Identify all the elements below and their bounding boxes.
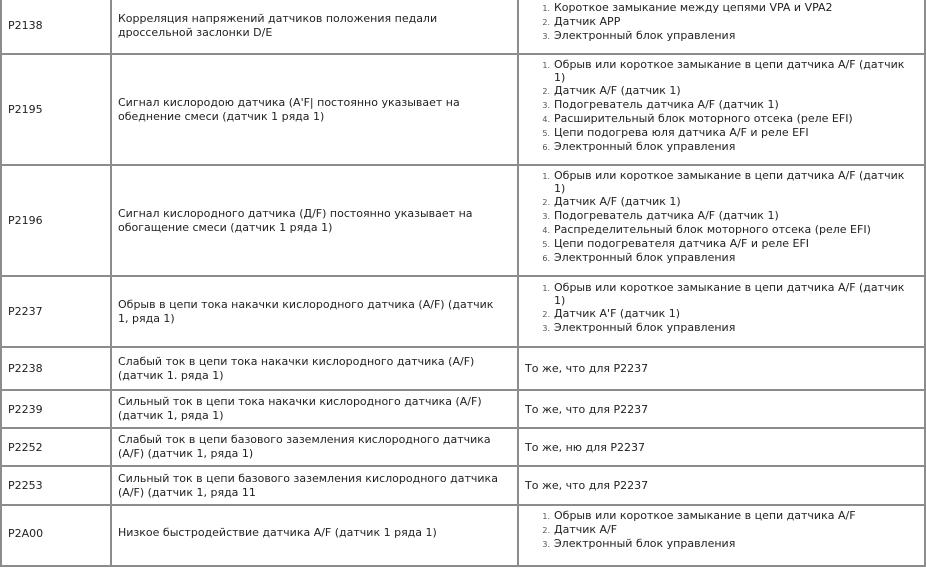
- description-line: Корреляция напряжений датчиков положения педали: [118, 11, 438, 25]
- cause-number: 1.: [542, 60, 550, 70]
- cause-item: [525, 251, 904, 265]
- cause-number: 5.: [542, 239, 550, 249]
- causes-list: [525, 1, 833, 43]
- cause-item: [525, 307, 904, 321]
- cause-text-line: Электронный блок управления: [554, 250, 736, 264]
- cause-text: [554, 509, 856, 522]
- cause-text: [554, 15, 620, 28]
- cause-number: 1.: [542, 3, 550, 13]
- description-line: дроссельной заслонки D/E: [118, 25, 273, 39]
- cause-text: [554, 112, 853, 125]
- cause-text-line: Электронный блок управления: [554, 28, 736, 42]
- cause-number: 3.: [542, 323, 550, 333]
- description-line: (A/F) (датчик 1, ряда 11: [118, 485, 256, 499]
- description-cell: [112, 55, 519, 164]
- table-row: [2, 506, 924, 567]
- description-cell: [112, 0, 519, 53]
- cause-text-line: Электронный блок управления: [554, 139, 736, 153]
- cause-text-line: Датчик A/F: [554, 523, 618, 536]
- cause-item: [525, 84, 904, 98]
- causes-cell: [519, 348, 924, 389]
- cause-item: [525, 509, 856, 523]
- cause-number: 4.: [542, 225, 550, 235]
- causes-cell: [519, 429, 924, 465]
- cause-text: [554, 58, 904, 84]
- cause-number: 2.: [542, 197, 550, 207]
- cause-text-line: Датчик A/F (датчик 1): [554, 83, 681, 97]
- dtc-code: P2239: [8, 402, 43, 416]
- dtc-code: P2196: [8, 214, 43, 227]
- cause-number: 3.: [542, 211, 550, 221]
- cause-number: 3.: [542, 31, 550, 41]
- cause-text-line: 1): [554, 70, 566, 84]
- description-line: обеднение смеси (датчик 1 ряда 1): [118, 109, 325, 123]
- description-line: 1, ряда 1): [118, 311, 175, 325]
- cause-item: [525, 112, 904, 126]
- cause-item: [525, 140, 904, 154]
- code-cell: [2, 166, 112, 275]
- cause-number: 4.: [542, 114, 550, 124]
- cause-text-line: Цепи подогрева юля датчика A/F и реле EFI: [554, 125, 809, 139]
- causes-list: [525, 169, 904, 265]
- dtc-code: P2138: [8, 19, 43, 32]
- cause-item: [525, 15, 833, 29]
- causes-cell: [519, 0, 924, 53]
- cause-text-line: Электронный блок управления: [554, 320, 736, 334]
- dtc-code: P2253: [8, 479, 43, 492]
- code-cell: [2, 391, 112, 427]
- cause-text-line: 1): [554, 293, 566, 307]
- code-cell: [2, 506, 112, 565]
- cause-number: 2.: [542, 526, 550, 535]
- dtc-code: P2195: [8, 103, 43, 116]
- code-cell: [2, 55, 112, 164]
- cause-text: [554, 98, 779, 111]
- cause-text-line: Обрыв или короткое замыкание в цепи датчика A/F (датчик: [554, 280, 905, 294]
- cause-text-line: Подогреватель датчика A/F (датчик 1): [554, 97, 779, 111]
- code-cell: [2, 348, 112, 389]
- table-row: [2, 277, 924, 348]
- cause-item: [525, 281, 904, 307]
- description-line: Сильный ток в цепи тока накачки кислородного датчика (A/F): [118, 395, 482, 408]
- description-cell: [112, 467, 519, 504]
- table-row: [2, 55, 924, 166]
- cause-text-line: Обрыв или короткое замыкание в цепи датчика A/F (датчик: [554, 57, 905, 71]
- table-row: [2, 429, 924, 467]
- code-cell: [2, 0, 112, 53]
- cause-text: [554, 140, 735, 153]
- causes-list: [525, 509, 856, 551]
- description-cell: [112, 391, 519, 427]
- dtc-code: P2A00: [8, 526, 44, 540]
- table-row: [2, 0, 924, 55]
- cause-item: [525, 98, 904, 112]
- causes-text: То же, что для P2237: [525, 362, 649, 375]
- description-line: Обрыв в цепи тока накачки кислородного датчика (A/F) (датчик: [118, 297, 494, 311]
- causes-cell: [519, 55, 924, 164]
- cause-number: 2.: [542, 86, 550, 96]
- cause-item: [525, 237, 904, 251]
- description-line: Сигнал кислородою датчика (A'F| постоянно указывает на: [118, 95, 460, 109]
- cause-text-line: Цепи подогревателя датчика A/F и реле EFI: [554, 236, 810, 250]
- cause-text-line: Расширительный блок моторного отсека (реле EFI): [554, 111, 853, 125]
- cause-text: [554, 321, 735, 334]
- cause-item: [525, 523, 856, 537]
- dtc-code: P2238: [8, 362, 43, 375]
- cause-text: [554, 251, 735, 264]
- causes-text: То же, что для P2237: [525, 479, 649, 492]
- cause-item: [525, 321, 904, 335]
- code-cell: [2, 467, 112, 504]
- cause-number: 1.: [542, 171, 550, 181]
- description-line: Низкое быстродействие датчика A/F (датчик 1 ряда 1): [118, 526, 437, 539]
- description-line: Слабый ток в цепи базового заземления кислородного датчика: [118, 433, 491, 446]
- cause-item: [525, 29, 833, 43]
- cause-text: [554, 209, 779, 222]
- cause-text: [554, 195, 681, 208]
- cause-text-line: Обрыв или короткое замыкание в цепи датчика A/F: [554, 509, 856, 522]
- cause-text: [554, 126, 809, 139]
- description-cell: [112, 166, 519, 275]
- causes-cell: [519, 277, 924, 346]
- table-row: [2, 391, 924, 429]
- description-line: (A/F) (датчик 1, ряда 1): [118, 447, 254, 460]
- causes-list: [525, 281, 904, 335]
- cause-item: [525, 58, 904, 84]
- description-line: Сильный ток в цепи базового заземления кислородного датчика: [118, 471, 498, 485]
- cause-number: 3.: [542, 100, 550, 110]
- cause-text: [554, 223, 871, 236]
- cause-item: [525, 223, 904, 237]
- cause-text-line: Обрыв или короткое замыкание в цепи датчика A/F (датчик: [554, 168, 905, 182]
- cause-text-line: Короткое замыкание между цепями VPA и VPA2: [554, 0, 833, 14]
- cause-number: 2.: [542, 309, 550, 319]
- cause-number: 6.: [542, 253, 550, 263]
- dtc-code: P2237: [8, 305, 43, 318]
- cause-number: 1.: [542, 283, 550, 293]
- cause-text: [554, 537, 735, 550]
- description-cell: [112, 506, 519, 565]
- table-row: [2, 166, 924, 277]
- cause-number: 5.: [542, 128, 550, 138]
- description: [118, 472, 498, 500]
- description-line: Сигнал кислородного датчика (Д/F) постоянно указывает на: [118, 206, 473, 220]
- cause-number: 1.: [542, 512, 550, 521]
- description: [118, 96, 460, 124]
- cause-number: 3.: [542, 540, 550, 549]
- cause-text: [554, 169, 904, 195]
- causes-cell: [519, 166, 924, 275]
- description-line: (датчик 1. ряда 1): [118, 368, 224, 382]
- description-cell: [112, 277, 519, 346]
- description: [118, 207, 473, 235]
- cause-item: [525, 126, 904, 140]
- cause-text-line: Датчик A/F (датчик 1): [554, 194, 681, 208]
- cause-text-line: Электронный блок управления: [554, 537, 736, 550]
- cause-item: [525, 195, 904, 209]
- description-line: обогащение смеси (датчик 1 ряда 1): [118, 220, 333, 234]
- cause-item: [525, 537, 856, 551]
- cause-text: [554, 84, 681, 97]
- cause-text-line: Датчик APP: [554, 14, 621, 28]
- cause-item: [525, 169, 904, 195]
- cause-text: [554, 281, 904, 307]
- cause-text-line: Подогреватель датчика A/F (датчик 1): [554, 208, 779, 222]
- cause-text: [554, 307, 680, 320]
- description: [118, 355, 474, 383]
- cause-number: 6.: [542, 142, 550, 152]
- cause-text: [554, 237, 809, 250]
- description-cell: [112, 429, 519, 465]
- causes-cell: [519, 391, 924, 427]
- description: [118, 395, 482, 423]
- description-line: Слабый ток в цепи тока накачки кислородного датчика (A/F): [118, 354, 475, 368]
- description-line: (датчик 1, ряда 1): [118, 409, 224, 422]
- dtc-code: P2252: [8, 440, 43, 454]
- cause-text: [554, 29, 735, 42]
- cause-number: 2.: [542, 17, 550, 27]
- code-cell: [2, 277, 112, 346]
- description-cell: [112, 348, 519, 389]
- causes-cell: [519, 467, 924, 504]
- table-row: [2, 467, 924, 506]
- cause-item: [525, 1, 833, 15]
- cause-item: [525, 209, 904, 223]
- cause-text: [554, 1, 833, 14]
- cause-text-line: 1): [554, 181, 566, 195]
- table-row: [2, 348, 924, 391]
- causes-text: То же, ню для P2237: [525, 440, 645, 454]
- description: [118, 526, 437, 540]
- cause-text: [554, 523, 617, 536]
- causes-cell: [519, 506, 924, 565]
- causes-list: [525, 58, 904, 154]
- description: [118, 298, 493, 326]
- cause-text-line: Датчик A'F (датчик 1): [554, 306, 681, 320]
- code-cell: [2, 429, 112, 465]
- description: [118, 12, 437, 40]
- description: [118, 433, 491, 461]
- causes-text: То же, что для P2237: [525, 402, 649, 416]
- cause-text-line: Распределительный блок моторного отсека (реле EFI): [554, 222, 871, 236]
